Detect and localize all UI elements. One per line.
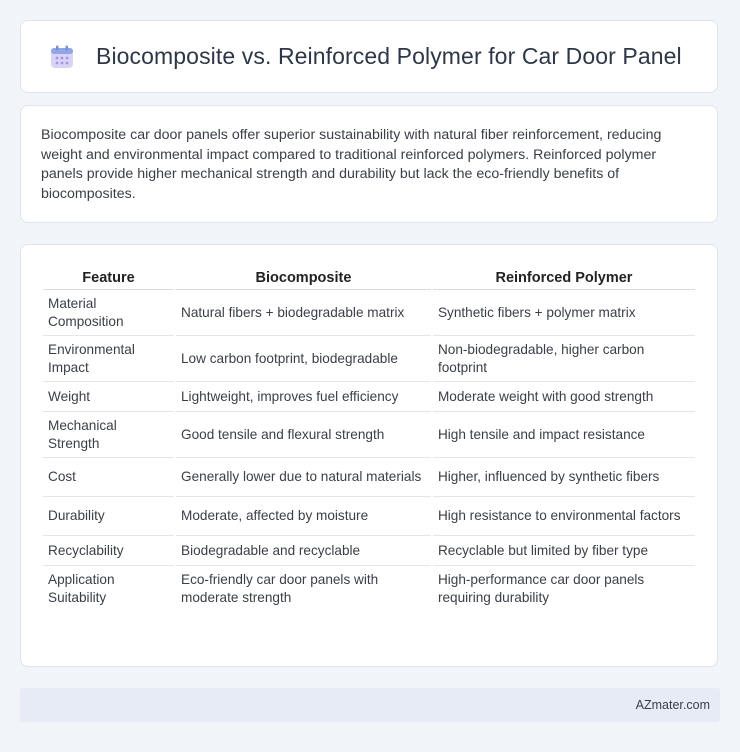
- reinforced-polymer-cell: Synthetic fibers + polymer matrix: [433, 290, 695, 336]
- reinforced-polymer-cell: Higher, influenced by synthetic fibers: [433, 458, 695, 497]
- reinforced-polymer-cell: Recyclable but limited by fiber type: [433, 536, 695, 566]
- calendar-icon: [49, 44, 75, 70]
- biocomposite-cell: Good tensile and flexural strength: [176, 412, 431, 458]
- biocomposite-cell: Moderate, affected by moisture: [176, 497, 431, 536]
- table-row: [43, 566, 695, 611]
- feature-cell: Mechanical Strength: [43, 412, 174, 458]
- biocomposite-cell: Generally lower due to natural materials: [176, 458, 431, 497]
- table-header-row: [43, 267, 695, 290]
- feature-cell: Weight: [43, 382, 174, 412]
- feature-cell: Application Suitability: [48, 572, 115, 605]
- feature-cell: Cost: [43, 458, 174, 497]
- table-row: [43, 290, 695, 336]
- biocomposite-cell: Eco-friendly car door panels with moderate strength: [181, 572, 379, 605]
- feature-cell: Durability: [43, 497, 174, 536]
- feature-cell: Material Composition: [43, 290, 174, 336]
- header-reinforced-polymer: Reinforced Polymer: [433, 267, 695, 290]
- reinforced-polymer-cell: High resistance to environmental factors: [433, 497, 695, 536]
- biocomposite-cell: Low carbon footprint, biodegradable: [176, 336, 431, 382]
- table-row: [43, 536, 695, 566]
- header-feature: Feature: [43, 267, 174, 290]
- summary-text: Biocomposite car door panels offer superior sustainability with natural fiber reinforcement, reducing weight and environmental impact compared to traditional reinforced polymers. Reinforced polymer panels provide higher mechanical strength and durability but lack the eco-friendly benefits of biocomposites.: [41, 127, 662, 202]
- header-card: [20, 20, 718, 93]
- table-row: [43, 458, 695, 497]
- reinforced-polymer-cell: High tensile and impact resistance: [433, 412, 695, 458]
- table-row: [43, 336, 695, 382]
- table-row: [43, 382, 695, 412]
- reinforced-polymer-cell: Moderate weight with good strength: [433, 382, 695, 412]
- reinforced-polymer-cell: High-performance car door panels requiring durability: [437, 572, 645, 605]
- feature-cell: Environmental Impact: [43, 336, 174, 382]
- summary-card: [20, 105, 718, 223]
- footer-bar: [20, 688, 720, 722]
- comparison-card: [20, 244, 718, 667]
- biocomposite-cell: Natural fibers + biodegradable matrix: [176, 290, 431, 336]
- table-row: [43, 412, 695, 458]
- table-row: [43, 497, 695, 536]
- biocomposite-cell: Biodegradable and recyclable: [176, 536, 431, 566]
- feature-cell: Recyclability: [43, 536, 174, 566]
- header-biocomposite: Biocomposite: [176, 267, 431, 290]
- biocomposite-cell: Lightweight, improves fuel efficiency: [176, 382, 431, 412]
- reinforced-polymer-cell: Non-biodegradable, higher carbon footprint: [433, 336, 695, 382]
- page-title: Biocomposite vs. Reinforced Polymer for Car Door Panel: [96, 43, 682, 69]
- comparison-table: [41, 267, 697, 611]
- footer-brand: AZmater.com: [635, 698, 710, 712]
